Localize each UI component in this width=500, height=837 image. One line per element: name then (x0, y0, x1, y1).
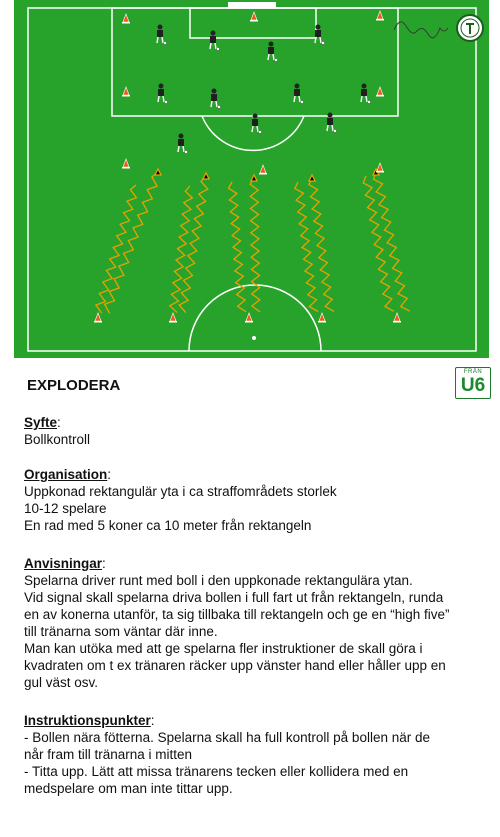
section-instruktionspunkter (24, 712, 484, 797)
drill-title: EXPLODERA (27, 377, 121, 394)
section-line: Vid signal skall spelarna driva bollen i full fart ut från rektangeln, runda (24, 590, 444, 605)
section-line: Bollkontroll (24, 432, 91, 447)
section-line: Man kan utöka med att ge spelarna fler instruktioner de skall göra i (24, 641, 423, 656)
heading-colon: : (102, 556, 106, 571)
pitch-diagram (14, 0, 489, 358)
section-line: en av konerna utanför, ta sig tillbaka till rektangeln och ge en “high five” (24, 607, 450, 622)
section-line: når fram till tränarna i mitten (24, 747, 193, 762)
section-line: Spelarna driver runt med boll i den uppkonade rektangulära ytan. (24, 573, 413, 588)
logo-icon (457, 15, 483, 41)
heading-colon: : (107, 467, 112, 482)
heading-colon: : (57, 415, 61, 430)
section-line: - Titta upp. Lätt att missa tränarens tecken eller kollidera med en (24, 764, 409, 779)
ball-icon (163, 41, 166, 44)
ball-icon (300, 100, 303, 103)
section-line: - Bollen nära fötterna. Spelarna skall ha full kontroll på bollen när de (24, 730, 430, 745)
section-line: kvadraten om t ex tränaren räcker upp vänster hand eller håller upp en (24, 658, 446, 673)
section-line: 10-12 spelare (24, 501, 107, 516)
section-heading: Organisation (24, 467, 108, 482)
badge-from-label: FRÅN (463, 369, 483, 375)
section-heading: Instruktionspunkter (24, 713, 151, 728)
ball-icon (164, 100, 167, 103)
ball-icon (216, 47, 219, 50)
age-badge (455, 367, 491, 399)
section-line: medspelare om man inte tittar upp. (24, 781, 233, 796)
ball-icon (184, 150, 187, 153)
ball-icon (217, 105, 220, 108)
section-heading: Anvisningar (24, 556, 103, 571)
section-line: Uppkonad rektangulär yta i ca straffområdets storlek (24, 484, 337, 499)
heading-colon: : (150, 713, 155, 728)
section-organisation (24, 466, 484, 534)
section-anvisningar (24, 555, 484, 691)
section-heading: Syfte (24, 415, 58, 430)
ball-icon (274, 58, 277, 61)
ball-icon (321, 41, 324, 44)
ball-icon (333, 129, 336, 132)
ball-icon (258, 130, 261, 133)
section-syfte (24, 414, 484, 448)
section-line: En rad med 5 koner ca 10 meter från rektangeln (24, 518, 312, 533)
section-line: gul väst osv. (24, 675, 99, 690)
section-line: till tränarna som väntar där inne. (24, 624, 218, 639)
badge-age: U6 (460, 375, 486, 396)
ball-icon (367, 100, 370, 103)
